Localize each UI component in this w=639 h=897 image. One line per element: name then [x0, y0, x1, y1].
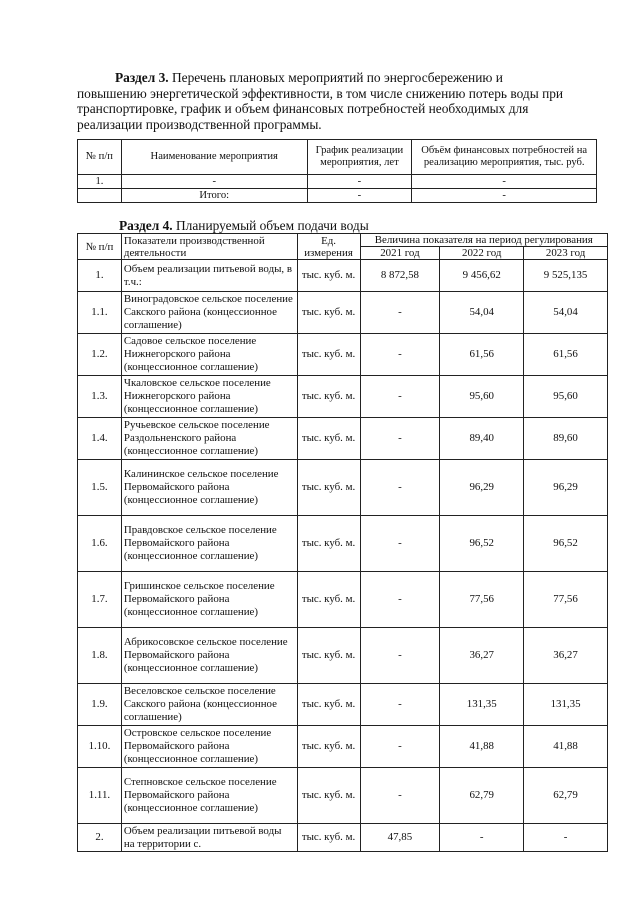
t4-cell-name: Островское сельское поселение Первомайского района (концессионное соглашение): [121, 726, 297, 768]
section3-table: [77, 139, 597, 203]
t4-cell-2023: 131,35: [524, 684, 608, 726]
t4-header-year-2022: 2022 год: [440, 247, 524, 260]
section3-intro-line3: транспортировке, график и объем финансовых потребностей необходимых для: [77, 101, 529, 117]
t4-cell-2022: 95,60: [440, 376, 524, 418]
t3-cell-num: [78, 189, 122, 203]
section3-intro-line2: повышению энергетической эффективности, в том числе снижению потерь воды при: [77, 85, 564, 101]
t4-cell-2023: 41,88: [524, 726, 608, 768]
t3-cell-name: -: [121, 175, 307, 189]
t4-cell-2023: 61,56: [524, 334, 608, 376]
t3-header-name: Наименование мероприятия: [121, 140, 307, 175]
t4-cell-num: 1.5.: [78, 460, 122, 516]
t4-cell-2022: 36,27: [440, 628, 524, 684]
t4-cell-2021: -: [360, 726, 440, 768]
t4-cell-2021: -: [360, 516, 440, 572]
t4-cell-unit: тыс. куб. м.: [297, 628, 360, 684]
t4-cell-unit: тыс. куб. м.: [297, 726, 360, 768]
t4-cell-2022: -: [440, 824, 524, 852]
t4-header-unit: Ед. измерения: [297, 234, 360, 260]
t4-cell-unit: тыс. куб. м.: [297, 684, 360, 726]
t3-header-finance: Объём финансовых потребностей на реализацию мероприятия, тыс. руб.: [412, 140, 597, 175]
t4-cell-name: Абрикосовское сельское поселение Первомайского района (концессионное соглашение): [121, 628, 297, 684]
t3-header-schedule: График реализации мероприятия, лет: [307, 140, 412, 175]
section4-title-text: Планируемый объем подачи воды: [172, 218, 369, 233]
t4-cell-2023: -: [524, 824, 608, 852]
section4-title: [119, 218, 369, 233]
table-row: [78, 292, 608, 334]
t4-cell-2023: 96,52: [524, 516, 608, 572]
t3-cell-schedule: -: [307, 175, 412, 189]
t4-cell-2023: 54,04: [524, 292, 608, 334]
table-row: [78, 460, 608, 516]
t4-cell-num: 1.2.: [78, 334, 122, 376]
table-row: [78, 516, 608, 572]
t4-cell-2021: -: [360, 572, 440, 628]
t4-cell-num: 1.11.: [78, 768, 122, 824]
t4-cell-2022: 9 456,62: [440, 260, 524, 292]
section3-intro-text: Перечень плановых мероприятий по энергосбережению и: [168, 70, 503, 85]
t4-cell-2021: -: [360, 684, 440, 726]
table-row: [78, 260, 608, 292]
t3-cell-schedule: -: [307, 189, 412, 203]
section3-intro-line4: реализации производственной программы.: [77, 116, 322, 132]
t4-cell-num: 1.10.: [78, 726, 122, 768]
t4-cell-2021: -: [360, 376, 440, 418]
t4-cell-2021: -: [360, 292, 440, 334]
t4-cell-name: Гришинское сельское поселение Первомайского района (концессионное соглашение): [121, 572, 297, 628]
t4-cell-2023: 62,79: [524, 768, 608, 824]
section4-label: Раздел 4.: [119, 218, 173, 233]
t4-cell-2021: -: [360, 334, 440, 376]
t4-cell-2022: 131,35: [440, 684, 524, 726]
t4-cell-2021: 8 872,58: [360, 260, 440, 292]
t4-cell-2021: -: [360, 768, 440, 824]
t4-cell-name: Чкаловское сельское поселение Нижнегорского района (концессионное соглашение): [121, 376, 297, 418]
t4-cell-name: Калининское сельское поселение Первомайского района (концессионное соглашение): [121, 460, 297, 516]
t4-cell-unit: тыс. куб. м.: [297, 292, 360, 334]
t4-cell-2023: 89,60: [524, 418, 608, 460]
t3-cell-finance: -: [412, 189, 597, 203]
t4-cell-2023: 36,27: [524, 628, 608, 684]
t4-cell-name: Правдовское сельское поселение Первомайского района (концессионное соглашение): [121, 516, 297, 572]
table-row: [78, 189, 597, 203]
t3-cell-finance: -: [412, 175, 597, 189]
table-row: [78, 726, 608, 768]
t4-cell-2022: 54,04: [440, 292, 524, 334]
t4-header-year-2021: 2021 год: [360, 247, 440, 260]
table-row: [78, 628, 608, 684]
t4-cell-name: Ручьевское сельское поселение Раздольненского района (концессионное соглашение): [121, 418, 297, 460]
t4-cell-2021: -: [360, 418, 440, 460]
t4-cell-num: 1.7.: [78, 572, 122, 628]
t4-cell-unit: тыс. куб. м.: [297, 460, 360, 516]
t4-cell-name: Садовое сельское поселение Нижнегорского района (концессионное соглашение): [121, 334, 297, 376]
t3-header-num: № п/п: [78, 140, 122, 175]
t4-header-year-2023: 2023 год: [524, 247, 608, 260]
t4-cell-2021: 47,85: [360, 824, 440, 852]
t4-cell-name: Объем реализации питьевой воды, в т.ч.:: [121, 260, 297, 292]
t4-cell-2023: 95,60: [524, 376, 608, 418]
t4-cell-unit: тыс. куб. м.: [297, 260, 360, 292]
table-row: [78, 684, 608, 726]
t3-cell-num: 1.: [78, 175, 122, 189]
t4-cell-2023: 9 525,135: [524, 260, 608, 292]
t4-cell-num: 1.1.: [78, 292, 122, 334]
t4-cell-num: 1.9.: [78, 684, 122, 726]
t4-cell-unit: тыс. куб. м.: [297, 418, 360, 460]
t4-header-period: Величина показателя на период регулирования: [360, 234, 607, 247]
t4-cell-name: Виноградовское сельское поселение Сакского района (концессионное соглашение): [121, 292, 297, 334]
section3-intro: [77, 70, 587, 132]
t4-cell-name: Веселовское сельское поселение Сакского района (концессионное соглашение): [121, 684, 297, 726]
t4-cell-name: Объем реализации питьевой воды на территории с.: [121, 824, 297, 852]
t4-cell-unit: тыс. куб. м.: [297, 334, 360, 376]
t4-header-indicator: Показатели производственной деятельности: [121, 234, 297, 260]
t4-cell-unit: тыс. куб. м.: [297, 376, 360, 418]
t4-cell-2022: 61,56: [440, 334, 524, 376]
t4-cell-num: 2.: [78, 824, 122, 852]
t4-cell-unit: тыс. куб. м.: [297, 824, 360, 852]
t4-cell-num: 1.4.: [78, 418, 122, 460]
t4-cell-num: 1.8.: [78, 628, 122, 684]
t4-cell-unit: тыс. куб. м.: [297, 768, 360, 824]
t4-cell-name: Степновское сельское поселение Первомайского района (концессионное соглашение): [121, 768, 297, 824]
t4-cell-unit: тыс. куб. м.: [297, 572, 360, 628]
t4-cell-num: 1.3.: [78, 376, 122, 418]
t4-cell-num: 1.: [78, 260, 122, 292]
t4-cell-2022: 89,40: [440, 418, 524, 460]
table-row: [78, 418, 608, 460]
section3-intro-line1: [77, 70, 587, 86]
table-row: [78, 768, 608, 824]
t4-cell-num: 1.6.: [78, 516, 122, 572]
table-row: [78, 824, 608, 852]
t3-cell-name: Итого:: [121, 189, 307, 203]
t4-cell-unit: тыс. куб. м.: [297, 516, 360, 572]
section4-table: [77, 233, 608, 852]
t4-cell-2023: 77,56: [524, 572, 608, 628]
table-row: [78, 376, 608, 418]
table-row: [78, 334, 608, 376]
section3-label: Раздел 3.: [115, 70, 169, 85]
t4-cell-2022: 96,29: [440, 460, 524, 516]
table-row: [78, 175, 597, 189]
table-row: [78, 572, 608, 628]
t4-cell-2021: -: [360, 460, 440, 516]
t4-cell-2022: 41,88: [440, 726, 524, 768]
t4-cell-2022: 96,52: [440, 516, 524, 572]
t4-cell-2023: 96,29: [524, 460, 608, 516]
t4-cell-2021: -: [360, 628, 440, 684]
t4-header-num: № п/п: [78, 234, 122, 260]
t4-cell-2022: 62,79: [440, 768, 524, 824]
t4-cell-2022: 77,56: [440, 572, 524, 628]
